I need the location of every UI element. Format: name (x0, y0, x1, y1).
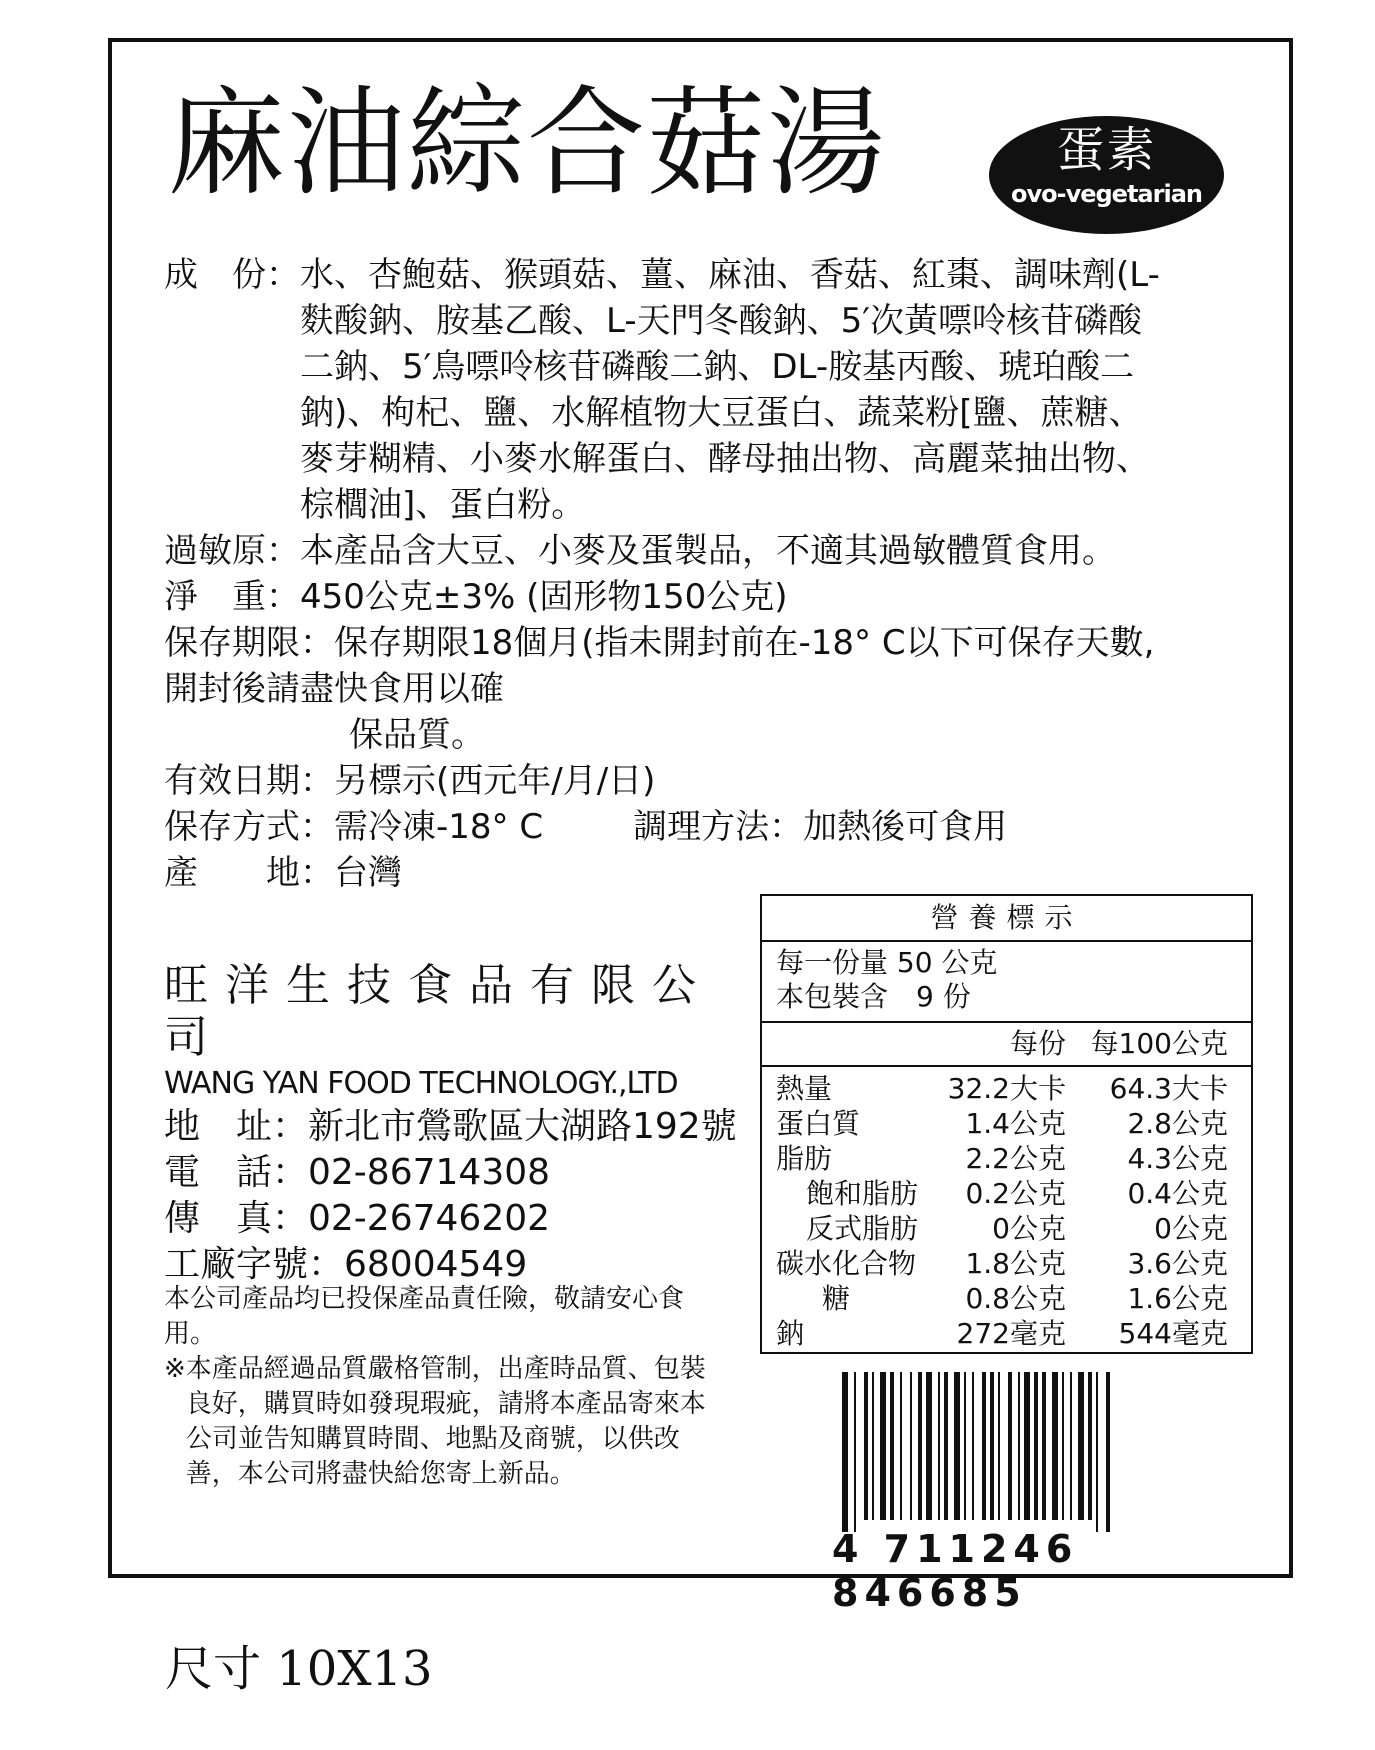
cooking-value: 加熱後可食用 (803, 807, 1008, 847)
company-name: 旺洋生技食品有限公司 (164, 960, 713, 1063)
per-100g-value: 2.8公克 (1127, 1107, 1228, 1140)
weight-row (164, 574, 1264, 620)
shelf-life-key: 保存期限： (164, 623, 334, 663)
shelf-life-value: 保存期限18個月(指未開封前在-18° C以下可保存天數, (334, 623, 1155, 663)
nutrition-row (762, 1246, 1251, 1281)
expiry-row (164, 758, 1264, 804)
per-100g-value: 64.3大卡 (1109, 1072, 1228, 1105)
per-serving-value: 272毫克 (956, 1317, 1066, 1350)
barcode-bar (910, 1372, 912, 1520)
barcode-bar (1088, 1372, 1092, 1520)
insurance-notice: 本公司產品均已投保產品責任險，敬請安心食用。 (164, 1284, 685, 1349)
barcode-bar (938, 1372, 940, 1520)
nutrient-name: 糖 (822, 1282, 851, 1315)
per-100g-value: 0公克 (1154, 1212, 1228, 1245)
storage-key: 保存方式： (164, 807, 334, 847)
shelf-life-row (164, 620, 1264, 666)
weight-value: 450公克±3% (固形物150公克) (300, 577, 788, 617)
reference-mark: ※ (164, 1354, 186, 1384)
nutrition-row (762, 1316, 1251, 1351)
notice-block (164, 1282, 724, 1492)
barcode-bar (890, 1372, 894, 1520)
ingredients-line: 棕櫚油]、蛋白粉。 (300, 485, 586, 525)
nutrition-rows (762, 1067, 1251, 1351)
nutrient-name: 鈉 (776, 1317, 805, 1350)
barcode-bars (832, 1372, 1212, 1532)
quality-notice (164, 1352, 724, 1492)
origin-value: 台灣 (334, 853, 402, 893)
barcode-bar (982, 1372, 986, 1520)
size-note: 尺寸 10X13 (165, 1641, 433, 1697)
weight-key: 淨 重： (164, 577, 300, 617)
nutrient-name: 脂肪 (776, 1142, 833, 1175)
per-serving-value: 32.2大卡 (947, 1072, 1066, 1105)
ingredients-key: 成 份： (164, 255, 300, 295)
ingredients-row (164, 252, 1264, 528)
barcode-bar (990, 1372, 994, 1520)
per-serving-value: 0公克 (992, 1212, 1066, 1245)
per-100g-value: 3.6公克 (1127, 1247, 1228, 1280)
per-100g-value: 544毫克 (1118, 1317, 1228, 1350)
barcode-bar (954, 1372, 960, 1520)
barcode-digits: 4 711246 846685 (832, 1527, 1079, 1615)
serving-size: 每一份量 50 公克 (776, 946, 998, 979)
ingredients-line: 麥芽糊精、小麥水解蛋白、酵母抽出物、高麗菜抽出物、 (300, 439, 1150, 479)
per-serving-value: 2.2公克 (965, 1142, 1066, 1175)
barcode-bar (1052, 1372, 1058, 1520)
barcode-bar (900, 1372, 902, 1520)
barcode-bar (1042, 1372, 1046, 1520)
company-name-en: WANG YAN FOOD TECHNOLOGY.,LTD (164, 1066, 678, 1101)
barcode-bar (1018, 1372, 1020, 1520)
per-100g-value: 4.3公克 (1127, 1142, 1228, 1175)
barcode-bar (1070, 1372, 1072, 1520)
per-serving-value: 1.8公克 (965, 1247, 1066, 1280)
nutrient-name: 飽和脂肪 (806, 1177, 919, 1210)
factory-number: 工廠字號：68004549 (164, 1244, 528, 1285)
per-serving-value: 1.4公克 (965, 1107, 1066, 1140)
ingredients-line: 二鈉、5′鳥嘌呤核苷磷酸二鈉、DL-胺基丙酸、琥珀酸二 (300, 347, 1135, 387)
barcode-bar (998, 1372, 1000, 1520)
nutrient-name: 蛋白質 (776, 1107, 861, 1140)
storage-row (164, 804, 1264, 850)
nutrition-row (762, 1211, 1251, 1246)
per-serving-value: 0.8公克 (965, 1282, 1066, 1315)
per-serving-value: 0.2公克 (965, 1177, 1066, 1210)
nutrition-row (762, 1106, 1251, 1141)
nutrition-row (762, 1281, 1251, 1316)
barcode-bar (1106, 1372, 1110, 1532)
ingredients-line: 水、杏鮑菇、猴頭菇、薑、麻油、香菇、紅棗、調味劑(L- (300, 255, 1160, 295)
barcode-bar (972, 1372, 974, 1520)
nutrition-table (760, 894, 1253, 1354)
ingredients-line: 麩酸鈉、胺基乙酸、L-天門冬酸鈉、5′次黃嘌呤核苷磷酸 (300, 301, 1142, 341)
barcode-bar (872, 1372, 874, 1520)
company-fax: 傳 真：02-26746202 (164, 1198, 551, 1239)
barcode-bar (1078, 1372, 1084, 1520)
badge-sub-text: ovo-vegetarian (1011, 180, 1202, 208)
ingredients-line: 鈉)、枸杞、鹽、水解植物大豆蛋白、蔬菜粉[鹽、蔗糖、 (300, 393, 1143, 433)
badge-main-text: 蛋素 (1056, 122, 1157, 178)
allergen-key: 過敏原： (164, 531, 300, 571)
barcode-bar (918, 1372, 922, 1520)
product-fields (164, 252, 1264, 896)
barcode-bar (926, 1372, 932, 1520)
nutrition-row (762, 1176, 1251, 1211)
product-title: 麻油綜合菇湯 (167, 74, 888, 212)
barcode-bar (842, 1372, 848, 1532)
allergen-row (164, 528, 1264, 574)
nutrient-name: 碳水化合物 (776, 1247, 917, 1280)
origin-row (164, 850, 1264, 896)
origin-key: 產 地： (164, 853, 334, 893)
col-per-serving: 每份 (1009, 1027, 1066, 1060)
ovo-vegetarian-badge (989, 116, 1224, 234)
servings-per-package: 本包裝含 9 份 (776, 980, 971, 1013)
barcode-bar (1062, 1372, 1064, 1520)
barcode-bar (880, 1372, 886, 1520)
ingredients-value (300, 252, 1264, 528)
serving-info (762, 942, 1251, 1023)
col-per-100g: 每100公克 (1090, 1027, 1228, 1060)
storage-value: 需冷凍-18° C (334, 807, 544, 847)
barcode-bar (1034, 1372, 1038, 1520)
barcode-bar (964, 1372, 966, 1520)
nutrient-name: 反式脂肪 (806, 1212, 919, 1245)
company-block (164, 960, 754, 1288)
nutrition-row (762, 1141, 1251, 1176)
expiry-key: 有效日期： (164, 761, 334, 801)
nutrition-row (762, 1071, 1251, 1106)
shelf-life-line-3: 保品質。 (349, 715, 485, 755)
nutrition-title: 營養標示 (762, 896, 1251, 942)
cooking-key: 調理方法： (633, 807, 804, 847)
allergen-value: 本產品含大豆、小麥及蛋製品，不適其過敏體質食用。 (300, 531, 1116, 571)
barcode-bar (944, 1372, 948, 1520)
company-address: 地 址：新北市鶯歌區大湖路192號 (164, 1106, 737, 1147)
company-phone: 電 話：02-86714308 (164, 1152, 551, 1193)
per-100g-value: 1.6公克 (1127, 1282, 1228, 1315)
shelf-life-line-2: 開封後請盡快食用以確 (164, 669, 504, 709)
nutrition-header (762, 1023, 1251, 1067)
barcode-bar (1008, 1372, 1012, 1520)
barcode-bar (1024, 1372, 1030, 1520)
barcode-bar (854, 1372, 856, 1532)
label-frame (108, 38, 1293, 1615)
quality-notice-text: 本產品經過品質嚴格管制，出產時品質、包裝良好，購買時如發現瑕疵，請將本產品寄來本公司並告知購買時間、地點及商號，以供改善，本公司將盡快給您寄上新品。 (185, 1354, 706, 1489)
barcode (832, 1372, 1212, 1615)
barcode-bar (1096, 1372, 1098, 1532)
per-100g-value: 0.4公克 (1127, 1177, 1228, 1210)
expiry-value: 另標示(西元年/月/日) (334, 761, 656, 801)
nutrient-name: 熱量 (776, 1072, 833, 1105)
barcode-bar (864, 1372, 868, 1520)
